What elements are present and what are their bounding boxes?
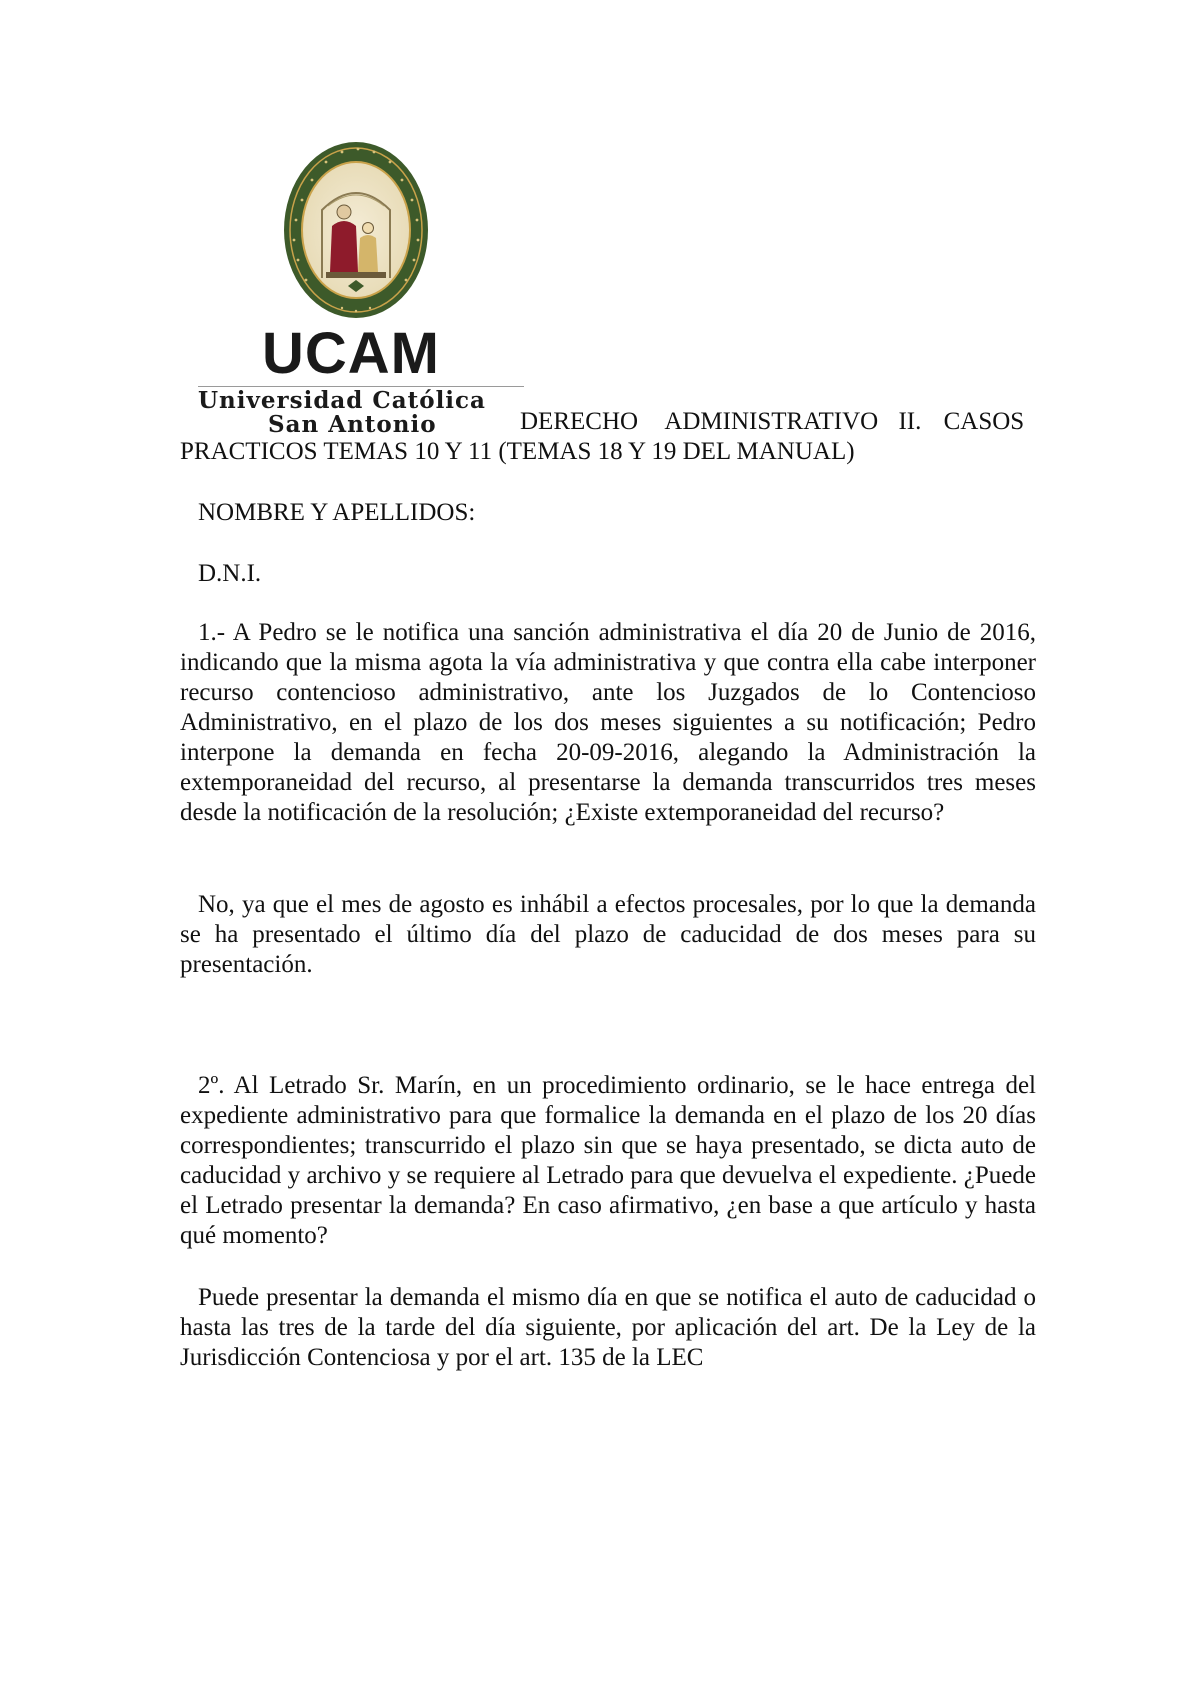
title-word: DERECHO — [520, 408, 639, 435]
logo-university-name: Universidad Católica — [198, 387, 486, 414]
university-seal-logo — [282, 140, 430, 320]
document-title-line1 — [520, 407, 1030, 437]
ucam-wordmark: UCAM — [262, 321, 440, 386]
answer-2: Puede presentar la demanda el mismo día en que se notifica el auto de caducidad o hasta las tres de la tarde del día siguiente, por aplicación del art. De la Ley de la Jurisdicción Contenciosa y por el art. 135 de la LEC — [180, 1284, 1036, 1371]
dni-field-label: D.N.I. — [198, 560, 262, 587]
question-2: 2º. Al Letrado Sr. Marín, en un procedimiento ordinario, se le hace entrega del expediente administrativo para que formalice la demanda en el plazo de los 20 días correspondientes; transcurrido el plazo sin que se haya presentado, se dicta auto de caducidad y archivo y se requiere al Letrado para que devuelva el expediente. ¿Puede el Letrado presentar la demanda? En caso afirmativo, ¿en base a que artículo y hasta qué momento? — [180, 1072, 1036, 1249]
logo-university-place: San Antonio — [268, 411, 437, 438]
name-field-label: NOMBRE Y APELLIDOS: — [198, 499, 476, 526]
title-word: CASOS — [943, 408, 1025, 435]
answer-1: No, ya que el mes de agosto es inhábil a efectos procesales, por lo que la demanda se ha presentado el último día del plazo de caducidad de dos meses para su presentación. — [180, 891, 1036, 978]
title-word: II. — [898, 408, 922, 435]
title-word: ADMINISTRATIVO — [664, 408, 879, 435]
question-1: 1.- A Pedro se le notifica una sanción administrativa el día 20 de Junio de 2016, indicando que la misma agota la vía administrativa y que contra ella cabe interponer recurso contencioso administrativo, ante los Juzgados de lo Contencioso Administrativo, en el plazo de los dos meses siguientes a su notificación; Pedro interpone la demanda en fecha 20-09-2016, alegando la Administración la extemporaneidad del recurso, al presentarse la demanda transcurridos tres meses desde la notificación de la resolución; ¿Existe extemporaneidad del recurso? — [180, 619, 1036, 826]
document-title-line2: PRACTICOS TEMAS 10 Y 11 (TEMAS 18 Y 19 DEL MANUAL) — [180, 438, 855, 465]
